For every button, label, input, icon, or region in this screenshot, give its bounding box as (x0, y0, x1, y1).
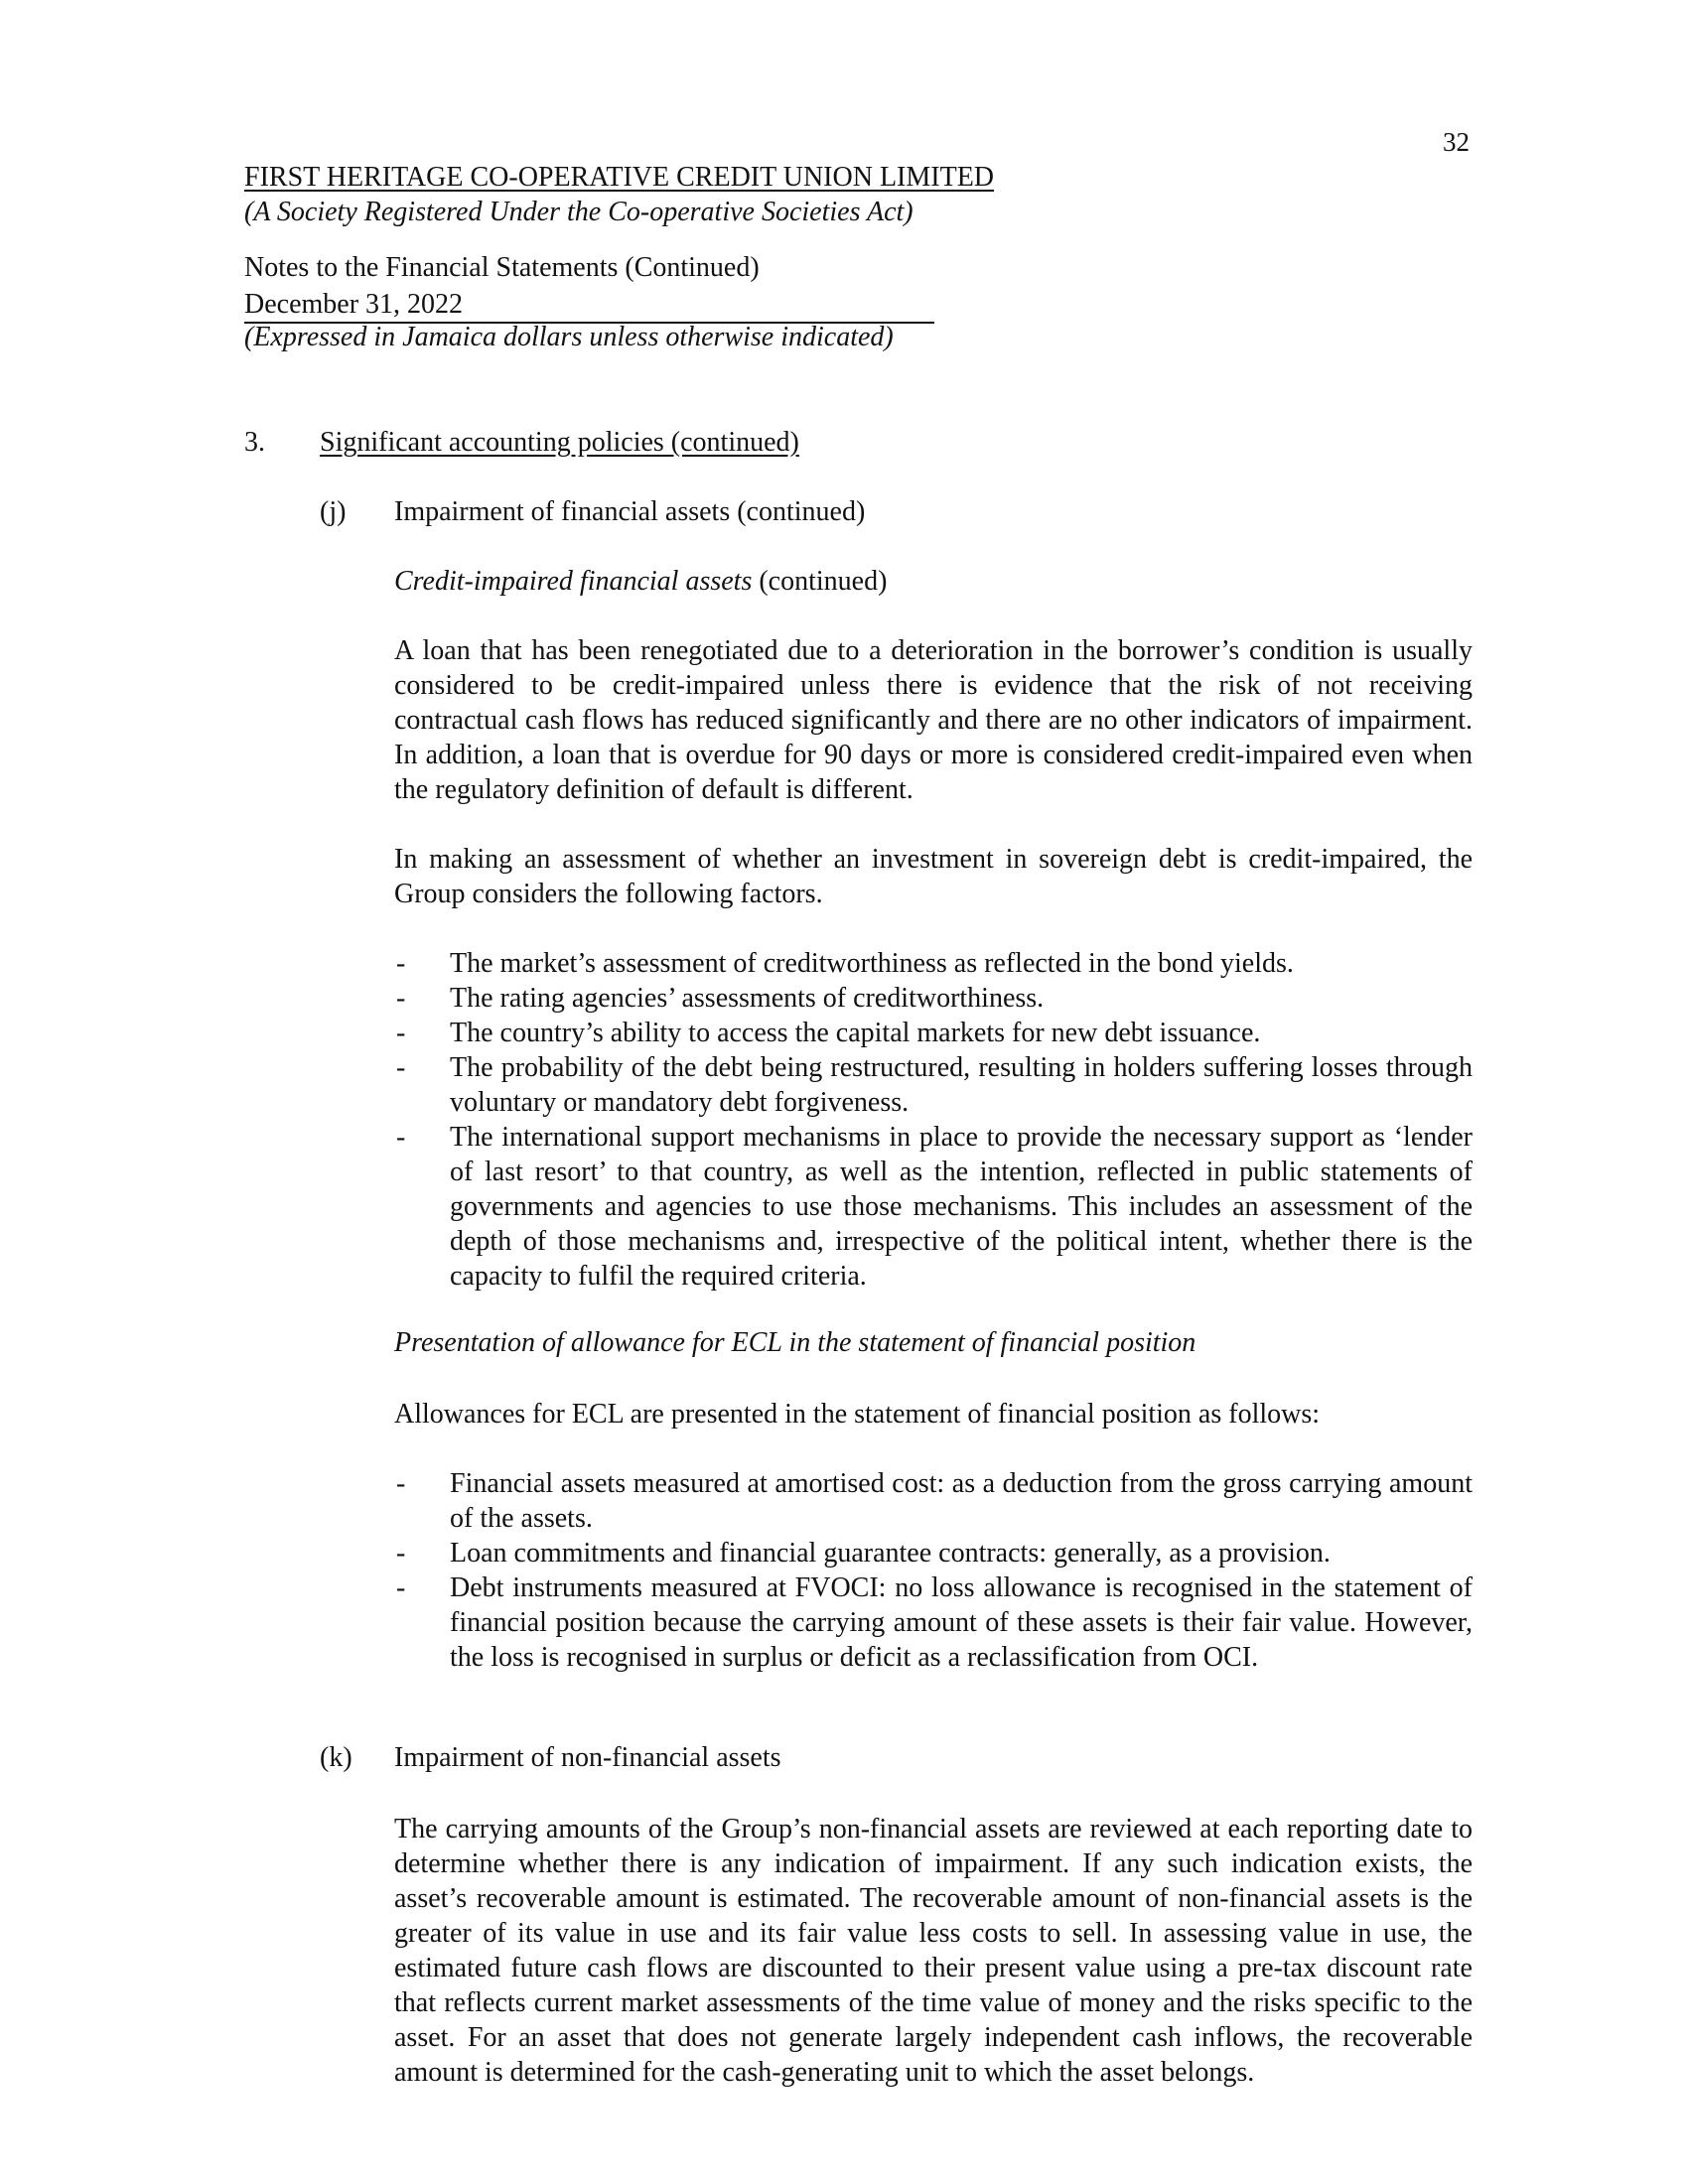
list-item: - The country’s ability to access the capital markets for new debt issuance. (396, 1018, 1261, 1048)
bullet-dash: - (396, 1468, 406, 1499)
sovereign-factors-list (394, 946, 1473, 1294)
credit-impaired-heading-italic: Credit-impaired financial assets (394, 566, 753, 597)
bullet-dash: - (396, 1052, 406, 1083)
non-financial-assets-paragraph: The carrying amounts of the Group’s non-financial assets are reviewed at each reporting date to determine whether there is any indication of impairment. If any such indication exists, the asset’s recoverable amount is estimated. The recoverable amount of non-financial assets is the greater of its value in use and its fair value less costs to sell. In assessing value in use, the estimated future cash flows are discounted to their present value using a pre-tax discount rate that reflects current market assessments of the time value of money and the risks specific to the asset. For an asset that does not generate largely independent cash inflows, the recoverable amount is determined for the cash-generating unit to which the asset belongs. (394, 1814, 1473, 2088)
bullet-dash: - (396, 1538, 406, 1569)
bullet-dash: - (396, 1572, 406, 1603)
subsection-j-label: (j) (320, 496, 347, 527)
list-item: - The international support mechanisms in place to provide the necessary support as ‘lender of last resort’ to that country, as well as the intention, reflected in public statements of governments and agencies to use those mechanisms. This includes an assessment of the depth of those mechanisms and, irrespective of the political intent, whether there is the capacity to fulfil the required criteria. (396, 1122, 1473, 1292)
page-number: 32 (1443, 127, 1470, 157)
subsection-k-title: Impairment of non-financial assets (394, 1742, 781, 1773)
list-item: - The probability of the debt being restructured, resulting in holders suffering losses through voluntary or mandatory debt forgiveness. (396, 1052, 1473, 1118)
bullet-dash: - (396, 948, 406, 979)
sovereign-debt-paragraph: In making an assessment of whether an investment in sovereign debt is credit-impaired, the Group considers the following factors. (394, 844, 1473, 909)
presentation-list (394, 1466, 1473, 1675)
list-item: - Loan commitments and financial guarantee contracts: generally, as a provision. (396, 1538, 1331, 1569)
statement-date: December 31, 2022 (244, 288, 934, 324)
currency-note: (Expressed in Jamaica dollars unless otherwise indicated) (244, 322, 894, 352)
section-number: 3. (244, 427, 265, 458)
org-subtitle: (A Society Registered Under the Co-operative Societies Act) (244, 197, 914, 227)
bullet-dash: - (396, 1018, 406, 1048)
credit-impaired-paragraph: A loan that has been renegotiated due to a deterioration in the borrower’s condition is usually considered to be credit-impaired unless there is evidence that the risk of not receiving contractual cash flows has reduced significantly and there are no other indicators of impairment. In addition, a loan that is overdue for 90 days or more is considered credit-impaired even when the regulatory definition of default is different. (394, 635, 1473, 805)
bullet-dash: - (396, 983, 406, 1014)
bullet-dash: - (396, 1122, 406, 1153)
credit-impaired-heading-suffix: (continued) (752, 566, 888, 597)
list-item: - The rating agencies’ assessments of creditworthiness. (396, 983, 1045, 1014)
list-item: - The market’s assessment of creditworthiness as reflected in the bond yields. (396, 948, 1294, 979)
subsection-j-title: Impairment of financial assets (continued) (394, 496, 866, 527)
presentation-heading: Presentation of allowance for ECL in the statement of financial position (394, 1327, 1196, 1358)
list-item: - Debt instruments measured at FVOCI: no loss allowance is recognised in the statement of financial position because the carrying amount of these assets is their fair value. However, the loss is recognised in surplus or deficit as a reclassification from OCI. (396, 1572, 1473, 1673)
credit-impaired-heading (394, 566, 887, 598)
subsection-k-label: (k) (320, 1742, 352, 1773)
section-title: Significant accounting policies (continued) (320, 427, 799, 458)
doc-title: Notes to the Financial Statements (Continued) (244, 252, 760, 283)
presentation-intro: Allowances for ECL are presented in the statement of financial position as follows: (394, 1399, 1321, 1430)
org-name: FIRST HERITAGE CO-OPERATIVE CREDIT UNION LIMITED (244, 162, 995, 193)
list-item: - Financial assets measured at amortised cost: as a deduction from the gross carrying amount of the assets. (396, 1468, 1473, 1534)
